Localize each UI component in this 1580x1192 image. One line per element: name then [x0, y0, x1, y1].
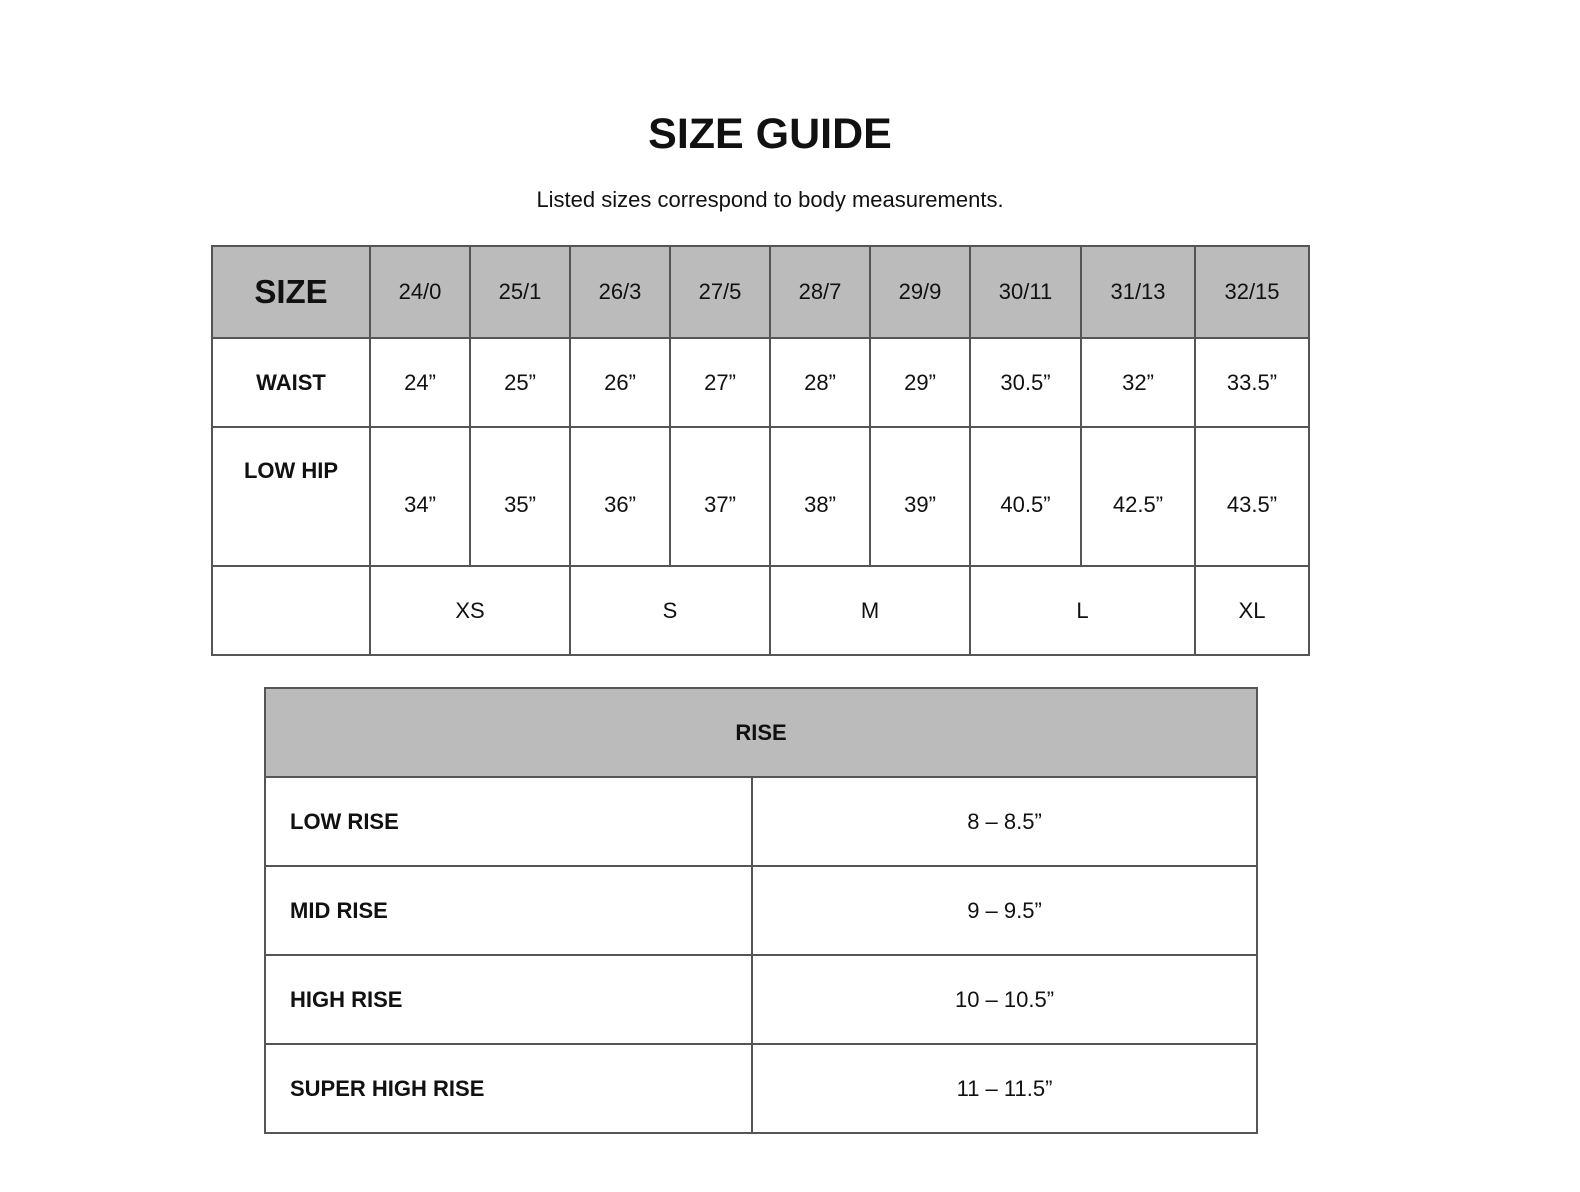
rise-row: [265, 1044, 1257, 1133]
letter-size-s: S: [570, 566, 770, 655]
rise-table: [264, 687, 1258, 1134]
low-hip-cell: 42.5”: [1081, 427, 1195, 566]
rise-name: SUPER HIGH RISE: [265, 1044, 752, 1133]
rise-value: 11 – 11.5”: [752, 1044, 1257, 1133]
rise-value: 8 – 8.5”: [752, 777, 1257, 866]
size-cell: 26/3: [570, 246, 670, 338]
waist-cell: 29”: [870, 338, 970, 427]
page-title: SIZE GUIDE: [648, 110, 892, 158]
waist-cell: 33.5”: [1195, 338, 1309, 427]
rise-row: [265, 866, 1257, 955]
letter-size-m: M: [770, 566, 970, 655]
letter-size-l: L: [970, 566, 1195, 655]
size-cell: 29/9: [870, 246, 970, 338]
waist-cell: 32”: [1081, 338, 1195, 427]
size-cell: 28/7: [770, 246, 870, 338]
low-hip-cell: 37”: [670, 427, 770, 566]
low-hip-row: [212, 427, 1309, 566]
waist-cell: 30.5”: [970, 338, 1081, 427]
rise-value: 9 – 9.5”: [752, 866, 1257, 955]
rise-value: 10 – 10.5”: [752, 955, 1257, 1044]
page-subtitle: Listed sizes correspond to body measurements.: [536, 187, 1004, 212]
rise-name: HIGH RISE: [265, 955, 752, 1044]
low-hip-cell: 40.5”: [970, 427, 1081, 566]
waist-row: [212, 338, 1309, 427]
waist-cell: 26”: [570, 338, 670, 427]
size-header-label: SIZE: [212, 246, 370, 338]
rise-row: [265, 777, 1257, 866]
rise-header: RISE: [265, 688, 1257, 777]
size-cell: 25/1: [470, 246, 570, 338]
low-hip-cell: 38”: [770, 427, 870, 566]
low-hip-cell: 43.5”: [1195, 427, 1309, 566]
size-header-row: [212, 246, 1309, 338]
size-cell: 32/15: [1195, 246, 1309, 338]
rise-name: LOW RISE: [265, 777, 752, 866]
size-cell: 30/11: [970, 246, 1081, 338]
size-table: [211, 245, 1310, 656]
low-hip-cell: 39”: [870, 427, 970, 566]
low-hip-cell: 36”: [570, 427, 670, 566]
empty-cell: [212, 566, 370, 655]
letter-size-row: [212, 566, 1309, 655]
rise-name: MID RISE: [265, 866, 752, 955]
low-hip-label: LOW HIP: [212, 427, 370, 566]
rise-header-row: [265, 688, 1257, 777]
size-cell: 27/5: [670, 246, 770, 338]
low-hip-cell: 34”: [370, 427, 470, 566]
size-cell: 31/13: [1081, 246, 1195, 338]
waist-cell: 28”: [770, 338, 870, 427]
letter-size-xl: XL: [1195, 566, 1309, 655]
waist-label: WAIST: [212, 338, 370, 427]
rise-row: [265, 955, 1257, 1044]
waist-cell: 25”: [470, 338, 570, 427]
low-hip-cell: 35”: [470, 427, 570, 566]
size-cell: 24/0: [370, 246, 470, 338]
letter-size-xs: XS: [370, 566, 570, 655]
waist-cell: 24”: [370, 338, 470, 427]
waist-cell: 27”: [670, 338, 770, 427]
